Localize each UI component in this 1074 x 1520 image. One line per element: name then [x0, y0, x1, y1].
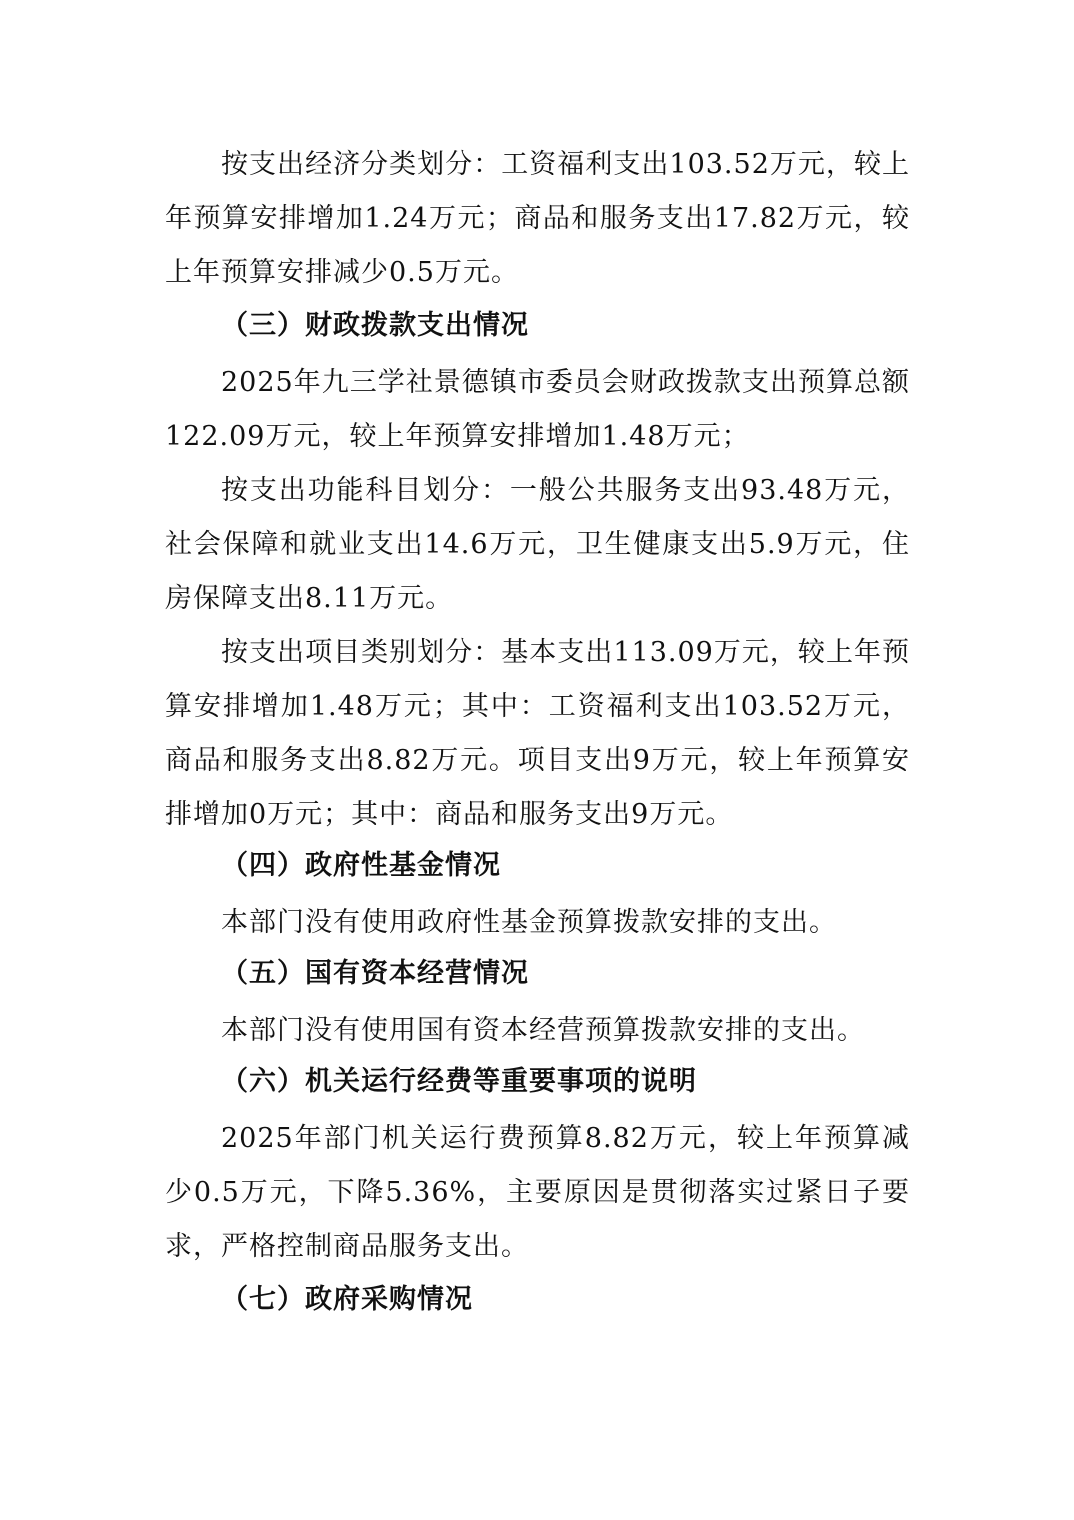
heading-section-7: （七）政府采购情况 — [221, 1284, 473, 1315]
paragraph-functional-classification: 按支出功能科目划分：一般公共服务支出93.48万元，社会保障和就业支出14.6万元，卫生健康支出5.9万元，住房保障支出8.11万元。 — [165, 475, 910, 614]
heading-section-3: （三）财政拨款支出情况 — [221, 310, 529, 341]
heading-section-5: （五）国有资本经营情况 — [221, 958, 529, 989]
heading-section-4: （四）政府性基金情况 — [221, 850, 501, 881]
paragraph-operating-cost: 2025年部门机关运行费预算8.82万元，较上年预算减少0.5万元，下降5.36%，主要原因是贯彻落实过紧日子要求，严格控制商品服务支出。 — [165, 1123, 910, 1262]
heading-section-6: （六）机关运行经费等重要事项的说明 — [221, 1066, 697, 1097]
paragraph-fiscal-total: 2025年九三学社景德镇市委员会财政拨款支出预算总额122.09万元，较上年预算安排增加1.48万元； — [165, 367, 910, 452]
paragraph-state-capital: 本部门没有使用国有资本经营预算拨款安排的支出。 — [221, 1015, 865, 1046]
paragraph-economic-classification: 按支出经济分类划分：工资福利支出103.52万元，较上年预算安排增加1.24万元；商品和服务支出17.82万元，较上年预算安排减少0.5万元。 — [165, 149, 910, 288]
paragraph-gov-fund: 本部门没有使用政府性基金预算拨款安排的支出。 — [221, 907, 837, 938]
paragraph-project-classification: 按支出项目类别划分：基本支出113.09万元，较上年预算安排增加1.48万元；其中：工资福利支出103.52万元，商品和服务支出8.82万元。项目支出9万元，较上年预算安排增加0万元；其中：商品和服务支出9万元。 — [165, 637, 910, 830]
